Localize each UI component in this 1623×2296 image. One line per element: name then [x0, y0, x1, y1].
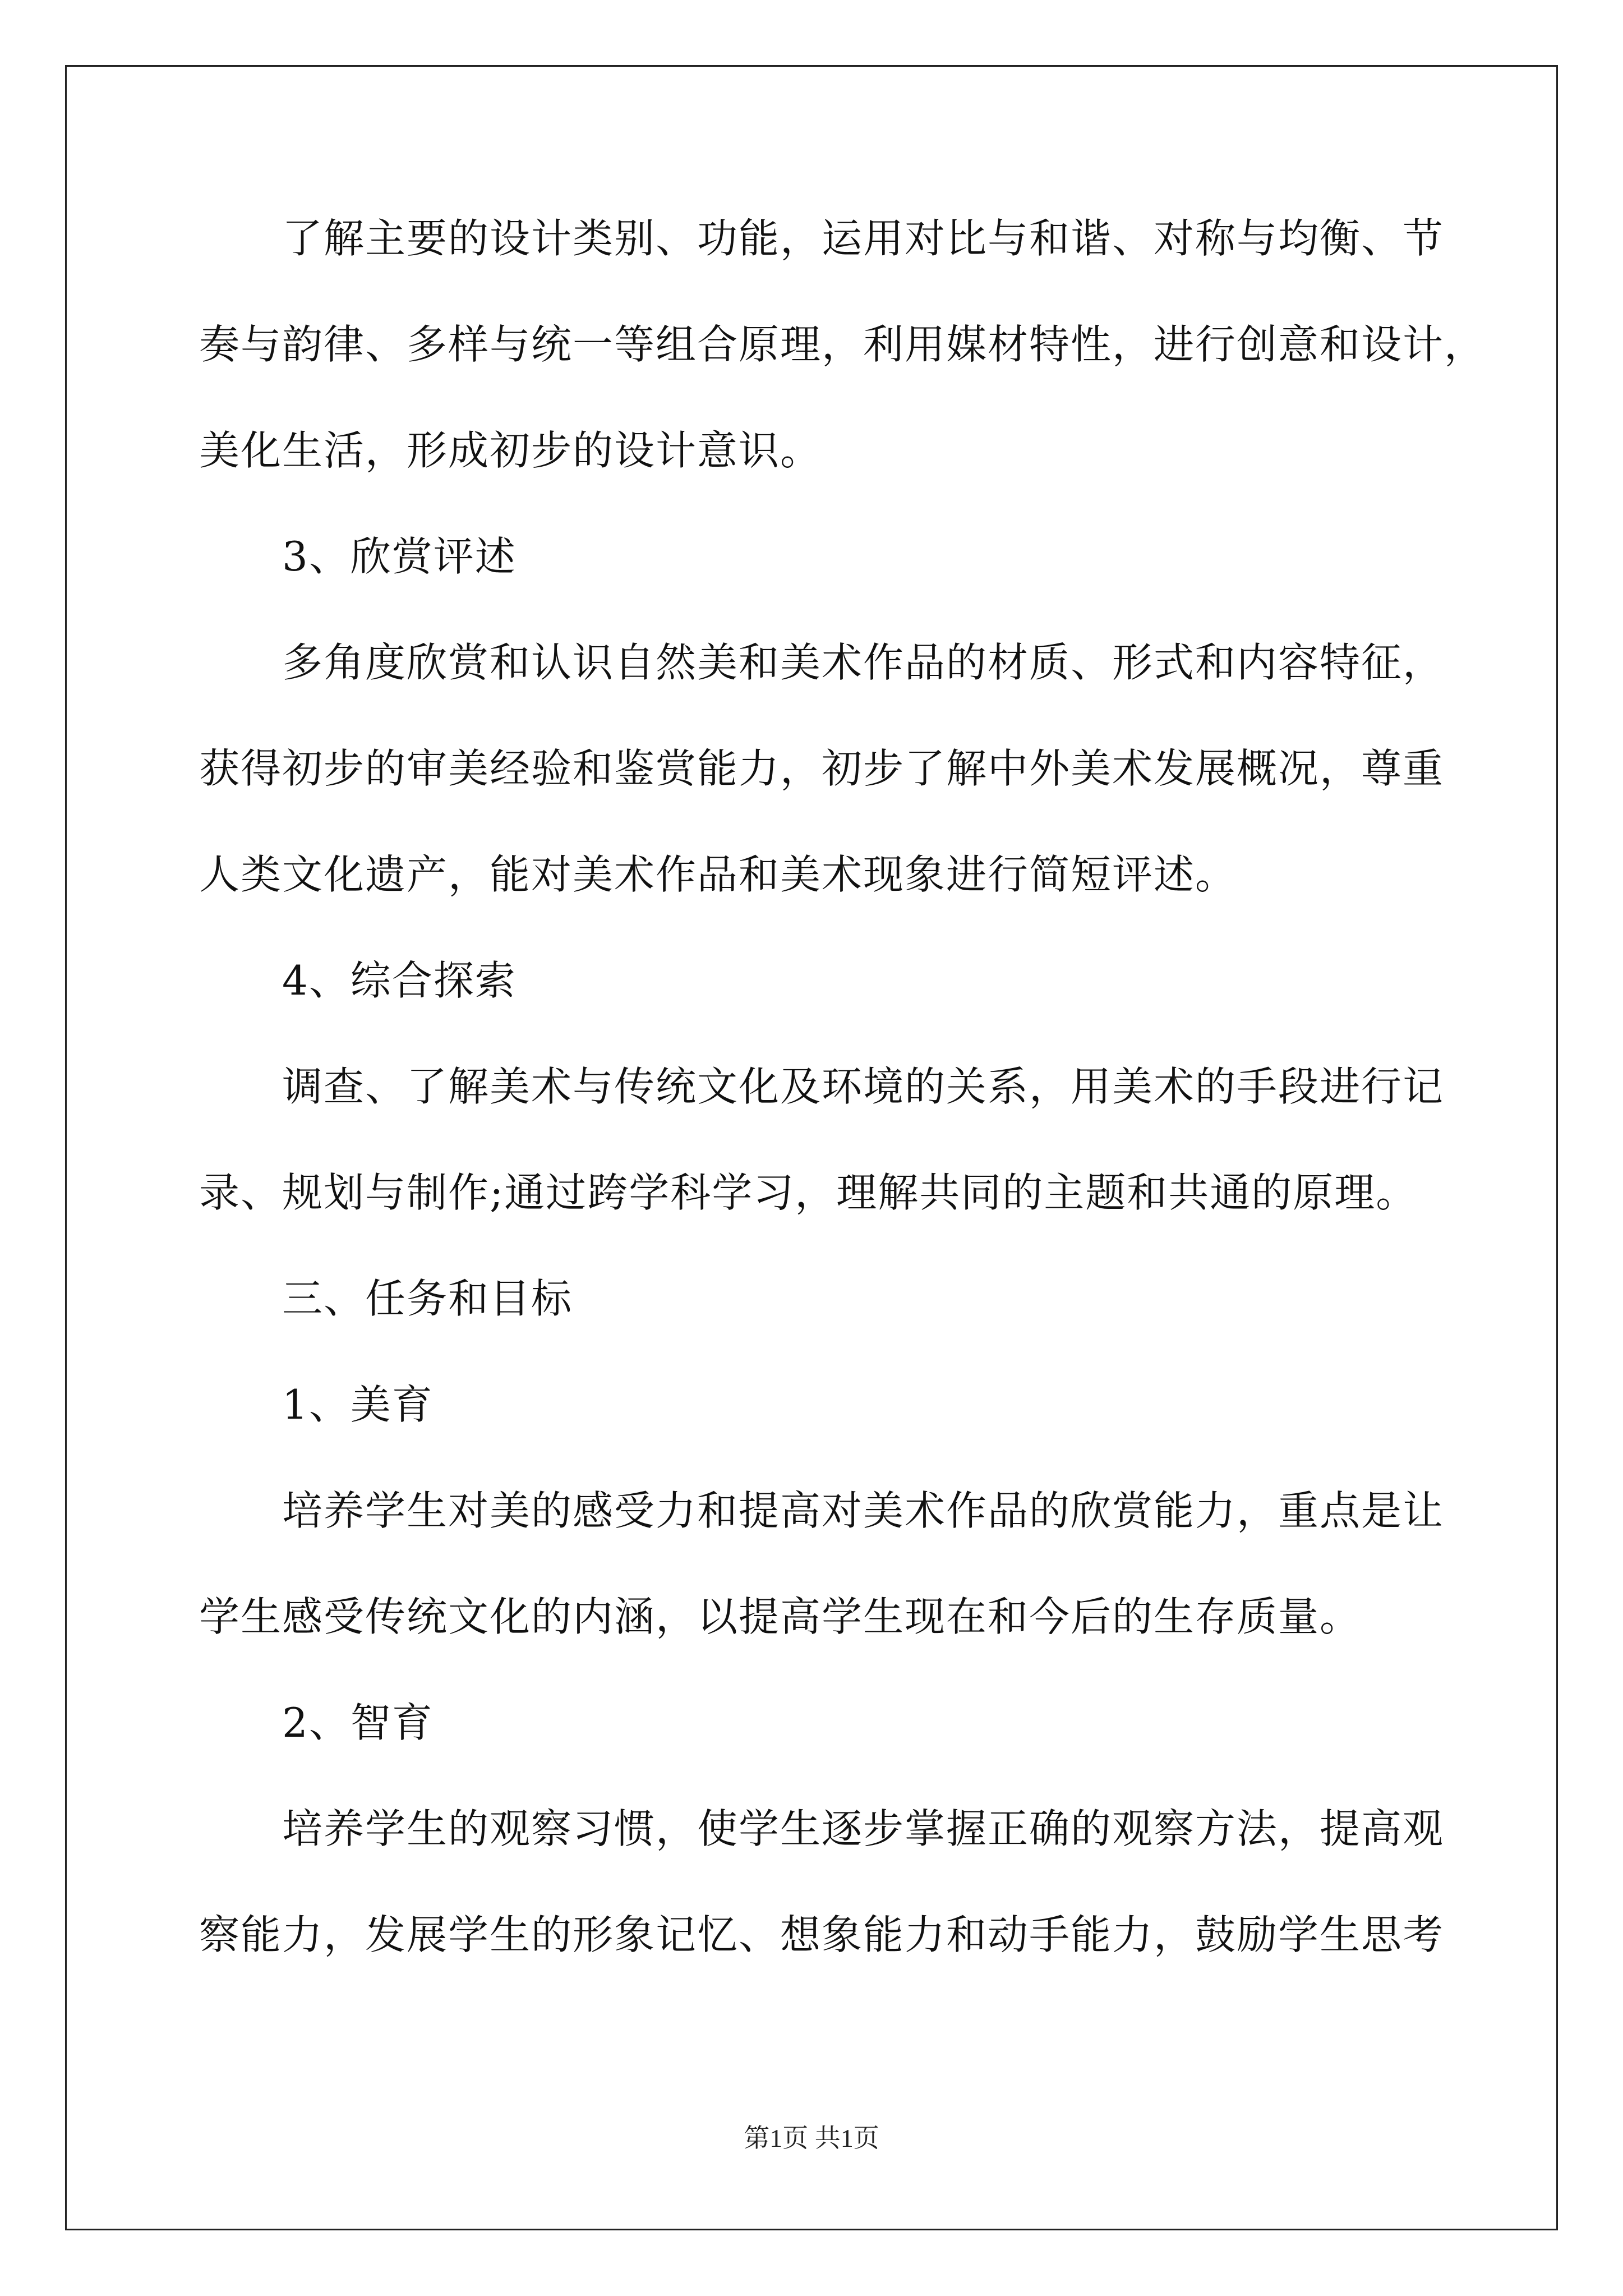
- paragraph-line: 多角度欣赏和认识自然美和美术作品的材质、形式和内容特征，: [282, 639, 1445, 686]
- paragraph-line: 察能力，发展学生的形象记忆、想象能力和动手能力，鼓励学生思考: [199, 1911, 1445, 1958]
- paragraph-line: 美化生活，形成初步的设计意识。: [199, 427, 822, 474]
- section-heading: 1、美育: [282, 1381, 434, 1428]
- section-heading: 2、智育: [282, 1699, 434, 1746]
- paragraph-line: 人类文化遗产，能对美术作品和美术现象进行简短评述。: [199, 851, 1237, 898]
- section-heading: 三、任务和目标: [282, 1275, 573, 1322]
- paragraph-line: 学生感受传统文化的内涵，以提高学生现在和今后的生存质量。: [199, 1593, 1362, 1640]
- page-footer: 第1页 共1页: [744, 2124, 879, 2152]
- paragraph-line: 培养学生对美的感受力和提高对美术作品的欣赏能力，重点是让: [282, 1487, 1445, 1534]
- paragraph-line: 调查、了解美术与传统文化及环境的关系，用美术的手段进行记: [282, 1063, 1445, 1110]
- paragraph-line: 获得初步的审美经验和鉴赏能力，初步了解中外美术发展概况，尊重: [199, 745, 1445, 792]
- section-heading: 4、综合探索: [282, 957, 517, 1004]
- paragraph-line: 了解主要的设计类别、功能，运用对比与和谐、对称与均衡、节: [282, 215, 1445, 262]
- page-frame: [65, 65, 1558, 2230]
- section-heading: 3、欣赏评述: [282, 533, 517, 580]
- paragraph-line: 录、规划与制作;通过跨学科学习，理解共同的主题和共通的原理。: [199, 1169, 1418, 1216]
- paragraph-line: 奏与韵律、多样与统一等组合原理，利用媒材特性，进行创意和设计，: [199, 321, 1486, 368]
- paragraph-line: 培养学生的观察习惯，使学生逐步掌握正确的观察方法，提高观: [282, 1805, 1445, 1852]
